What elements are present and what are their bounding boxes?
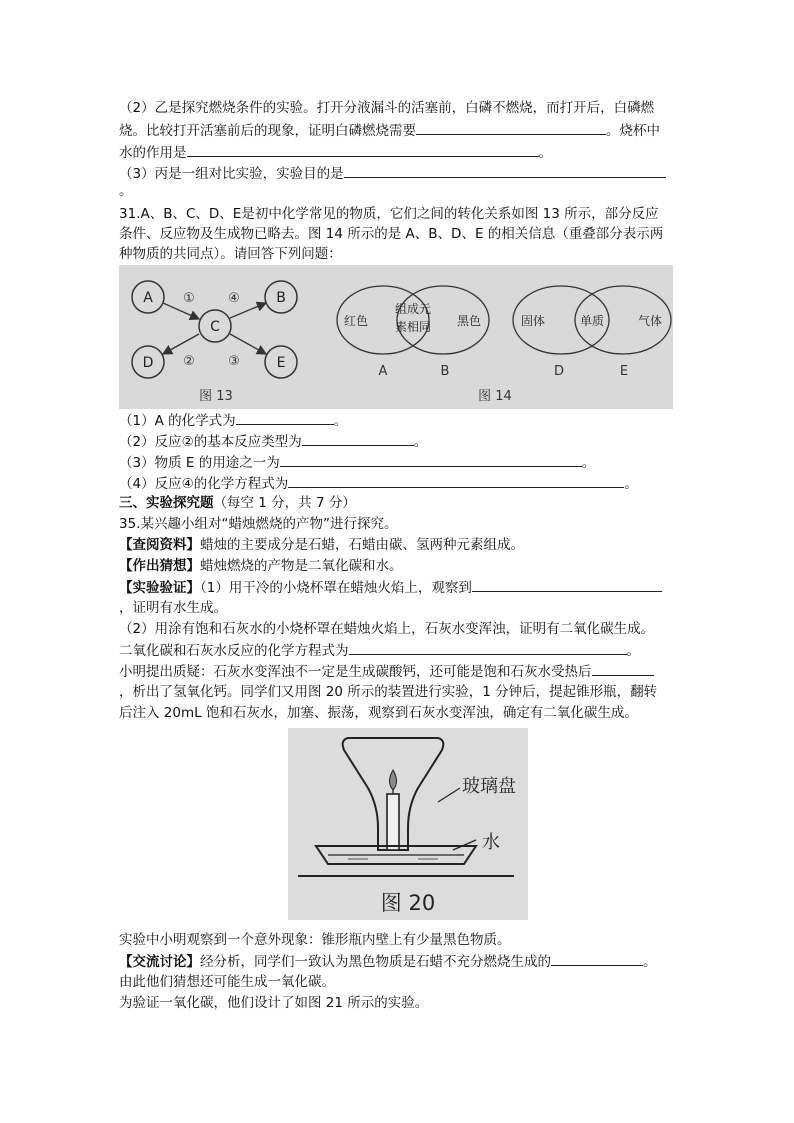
node-c-label: C (210, 319, 220, 335)
q35-doubt-2: ，析出了氢氧化钙。同学们又用图 20 所示的装置进行实验，1 分钟后，提起锥形瓶，翻转 (119, 684, 658, 700)
q35-co-verify: 为验证一氧化碳，他们设计了如图 21 所示的实验。 (119, 995, 429, 1011)
node-d-label: D (142, 355, 154, 371)
venn-b-text: 黑色 (456, 314, 482, 328)
venn-label-e: E (619, 364, 629, 379)
venn-label-a: A (378, 364, 388, 379)
reaction-3-label: ③ (228, 354, 240, 369)
label-water: 水 (482, 832, 500, 853)
figure-13-caption: 图 13 (199, 389, 233, 404)
label-glass-plate: 玻璃盘 (462, 776, 516, 797)
answer-blank[interactable] (288, 473, 624, 488)
q35-step2: （2）用涂有饱和石灰水的小烧杯罩在蜡烛火焰上，石灰水变浑浊，证明有二氧化碳生成。 (119, 621, 655, 637)
answer-blank[interactable] (592, 661, 654, 676)
answer-blank[interactable] (302, 431, 414, 446)
q35-doubt-1: 小明提出质疑：石灰水变浑浊不一定是生成碳酸钙，还可能是饱和石灰水受热后 (119, 661, 654, 682)
reaction-4-label: ④ (228, 291, 240, 306)
q31-line2: 条件、反应物及生成物已略去。图 14 所示的是 A、B、D、E 的相关信息（重叠部分表示两 (119, 226, 664, 242)
q35-verify-cont: ，证明有水生成。 (119, 600, 227, 616)
q35-reference: 【查阅资料】蜡烛的主要成分是石蜡，石蜡由碳、氢两种元素组成。 (119, 537, 524, 553)
answer-blank[interactable] (349, 640, 627, 655)
q31-line3: 种物质的共同点）。请回答下列问题： (119, 246, 342, 262)
answer-blank[interactable] (551, 951, 643, 966)
q31-answer-2: （2）反应②的基本反应类型为 。 (119, 431, 427, 452)
q31-answer-4: （4）反应④的化学方程式为 。 (119, 473, 638, 494)
q35-verify: 【实验验证】（1）用干冷的小烧杯罩在蜡烛火焰上，观察到 (119, 577, 662, 598)
q35-observation: 实验中小明观察到一个意外现象：锥形瓶内壁上有少量黑色物质。 (119, 932, 511, 948)
answer-blank[interactable] (280, 452, 582, 467)
figure-20-caption: 图 20 (380, 891, 436, 915)
q-fire-p2-line1: （2）乙是探究燃烧条件的实验。打开分液漏斗的活塞前，白磷不燃烧，而打开后，白磷燃 (119, 100, 655, 116)
answer-blank[interactable] (187, 142, 539, 157)
node-a-label: A (143, 290, 153, 306)
q-fire-p2-line2: 烧。比较打开活塞前后的现象，证明白磷燃烧需要 。烧杯中 (119, 120, 660, 141)
figure-13-14 (119, 265, 673, 409)
q35-discussion: 【交流讨论】经分析，同学们一致认为黑色物质是石蜡不充分燃烧生成的 。 (119, 951, 657, 972)
venn-de-text: 单质 (579, 314, 605, 328)
q35-hypothesis: 【作出猜想】蜡烛燃烧的产物是二氧化碳和水。 (119, 558, 403, 574)
venn-ab-text-1: 组成元 (394, 302, 432, 316)
q35-co-guess: 由此他们猜想还可能生成一氧化碳。 (119, 974, 335, 990)
q35-equation: 二氧化碳和石灰水反应的化学方程式为 。 (119, 640, 640, 661)
q35-intro: 35.某兴趣小组对“蜡烛燃烧的产物”进行探究。 (119, 516, 398, 532)
q31-line1: 31.A、B、C、D、E是初中化学常见的物质，它们之间的转化关系如图 13 所示，部分反应 (119, 206, 659, 222)
q-fire-p3-line2: 。 (119, 183, 133, 199)
q35-doubt-3: 后注入 20mL 饱和石灰水，加塞、振荡，观察到石灰水变浑浊，确定有二氧化碳生成。 (119, 705, 638, 721)
figure-background (119, 265, 673, 409)
q-fire-p2-line3: 水的作用是 。 (119, 142, 552, 163)
node-b-label: B (276, 290, 286, 306)
reaction-2-label: ② (183, 354, 195, 369)
figure-14-caption: 图 14 (478, 389, 512, 404)
venn-a-text: 红色 (343, 314, 369, 328)
reaction-1-label: ① (183, 291, 195, 306)
venn-e-text: 气体 (637, 314, 663, 328)
node-e-label: E (276, 355, 286, 371)
answer-blank[interactable] (416, 120, 606, 135)
venn-ab-text-2: 素相同 (394, 320, 432, 334)
venn-d-text: 固体 (520, 314, 546, 328)
q-fire-p3-line1: （3）丙是一组对比实验，实验目的是 (119, 163, 666, 184)
answer-blank[interactable] (472, 577, 662, 592)
venn-label-b: B (440, 364, 450, 379)
answer-blank[interactable] (236, 410, 334, 425)
candle (387, 794, 399, 850)
q31-answer-1: （1）A 的化学式为 。 (119, 410, 347, 431)
venn-label-d: D (553, 364, 565, 379)
section-3-heading: 三、实验探究题（每空 1 分，共 7 分） (119, 495, 356, 511)
q31-answer-3: （3）物质 E 的用途之一为 。 (119, 452, 595, 473)
figure-20 (288, 728, 528, 920)
answer-blank[interactable] (344, 163, 666, 178)
